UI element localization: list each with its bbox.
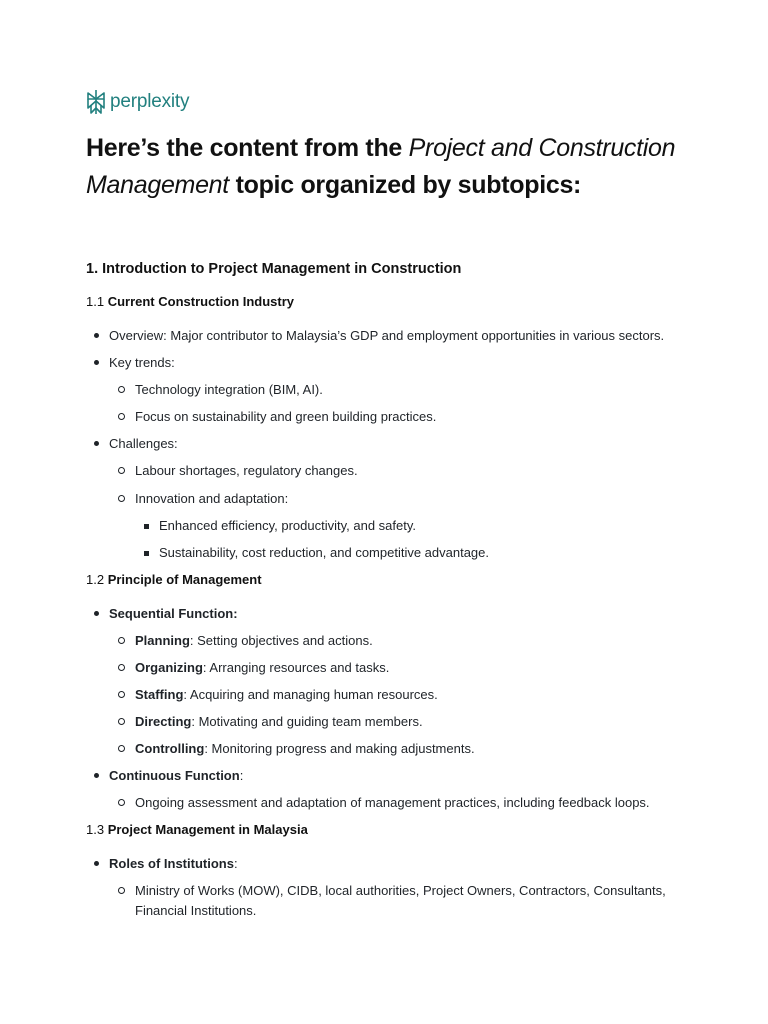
list-item-text: Technology integration (BIM, AI). <box>135 382 323 397</box>
subsection-number: 1.1 <box>86 294 108 309</box>
list-item <box>109 631 686 651</box>
list-item-text: Sustainability, cost reduction, and competitive advantage. <box>159 545 490 560</box>
list-item <box>109 461 686 481</box>
section-heading: 1. Introduction to Project Management in Construction <box>86 261 462 277</box>
list-item <box>109 739 686 759</box>
brand-name: perplexity <box>110 91 190 112</box>
list-item-text: Overview: Major contributor to Malaysia’s GDP and employment opportunities in various sectors. <box>109 328 665 343</box>
list-item-label: Roles of Institutions <box>109 856 234 871</box>
title-italic: Project and Construction Management <box>86 134 676 199</box>
list-item-text: Innovation and adaptation: <box>135 491 289 506</box>
list-item-text: Enhanced efficiency, productivity, and safety. <box>159 518 417 533</box>
subsection-heading <box>86 820 686 840</box>
list-item-text: Ministry of Works (MOW), CIDB, local authorities, Project Owners, Contractors, Consultants, Financial Institutions. <box>135 883 666 918</box>
list-item-label: Continuous Function <box>109 768 240 783</box>
subsection-heading <box>86 292 686 312</box>
list-item-text: Focus on sustainability and green building practices. <box>135 409 437 424</box>
list-item <box>86 854 686 921</box>
list-item <box>135 543 686 563</box>
list-item <box>109 881 686 921</box>
perplexity-logo-icon <box>85 89 107 115</box>
sub-list <box>109 793 686 813</box>
list-item <box>109 685 686 705</box>
term: Directing <box>135 714 192 729</box>
subsection-title: Principle of Management <box>107 572 262 587</box>
list-item <box>109 712 686 732</box>
list-item <box>86 326 686 346</box>
list-item <box>86 766 686 813</box>
sub-sub-list <box>135 516 686 563</box>
list-item <box>109 407 686 427</box>
sub-list <box>109 461 686 563</box>
subsection-heading <box>86 570 686 590</box>
sub-list <box>109 380 686 427</box>
sub-list <box>109 881 686 921</box>
list-item <box>135 516 686 536</box>
term: Organizing <box>135 660 203 675</box>
term: Controlling <box>135 741 205 756</box>
term-description: : Motivating and guiding team members. <box>191 714 423 729</box>
list-item-suffix: : <box>239 768 244 783</box>
document-content <box>86 258 686 921</box>
list-item <box>109 489 686 563</box>
list-item-text: Ongoing assessment and adaptation of management practices, including feedback loops. <box>135 795 650 810</box>
list-item-label: Sequential Function: <box>109 606 238 621</box>
term: Staffing <box>135 687 184 702</box>
title-part1: Here’s the content from the <box>86 134 409 162</box>
bullet-list <box>86 326 686 563</box>
list-item-text: Key trends: <box>109 355 175 370</box>
bullet-list <box>86 604 686 813</box>
brand-logo <box>85 89 189 115</box>
list-item <box>109 658 686 678</box>
page-title <box>86 130 686 204</box>
subsection-number: 1.3 <box>86 822 108 837</box>
term-description: : Arranging resources and tasks. <box>202 660 390 675</box>
list-item-text: Labour shortages, regulatory changes. <box>135 463 358 478</box>
list-item <box>109 380 686 400</box>
subsection-number: 1.2 <box>86 572 108 587</box>
list-item <box>86 353 686 427</box>
list-item <box>109 793 686 813</box>
term: Planning <box>135 633 190 648</box>
list-item <box>86 434 686 563</box>
title-part2: topic organized by subtopics: <box>228 171 582 199</box>
subsection-title: Project Management in Malaysia <box>107 822 308 837</box>
bullet-list <box>86 854 686 921</box>
list-item-text: Challenges: <box>109 436 178 451</box>
term-description: : Monitoring progress and making adjustments. <box>204 741 475 756</box>
term-description: : Setting objectives and actions. <box>189 633 373 648</box>
sub-list <box>109 631 686 759</box>
list-item <box>86 604 686 759</box>
subsection-title: Current Construction Industry <box>107 294 295 309</box>
list-item-suffix: : <box>233 856 238 871</box>
term-description: : Acquiring and managing human resources. <box>183 687 438 702</box>
